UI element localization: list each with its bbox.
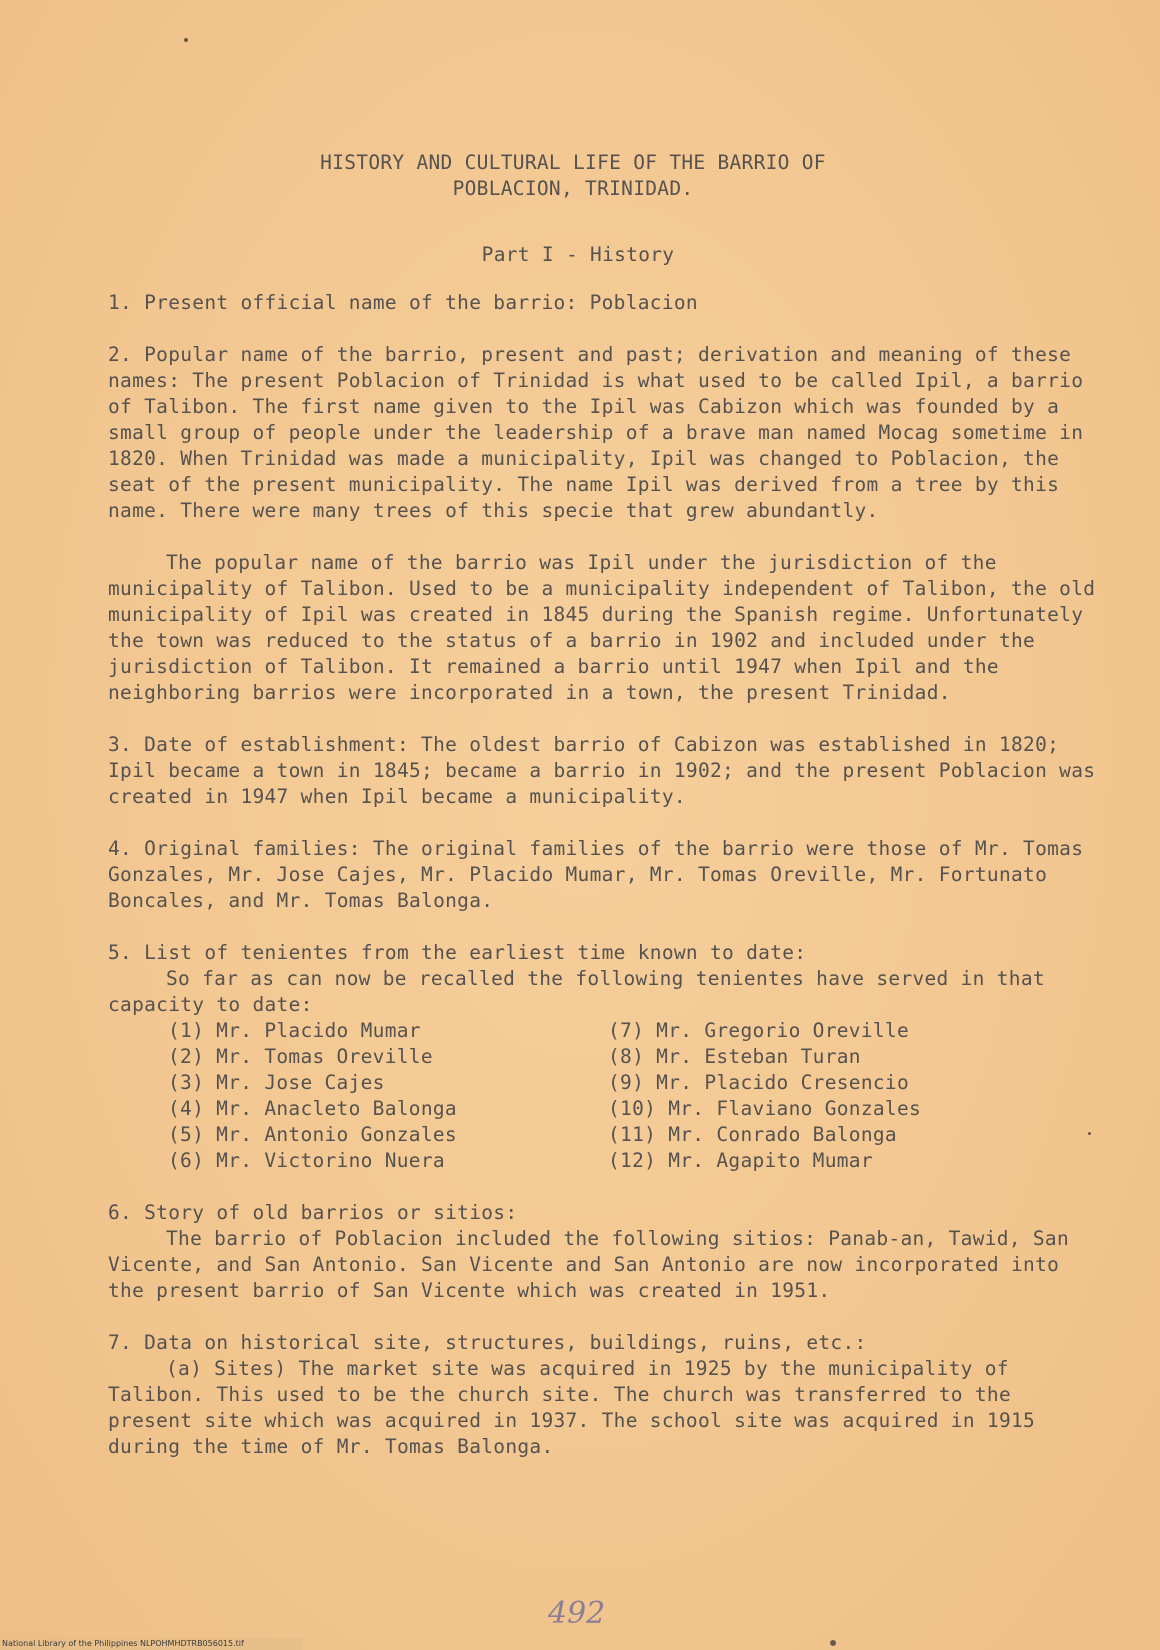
teniente-entry: (4) Mr. Anacleto Balonga xyxy=(168,1097,457,1120)
speck xyxy=(184,38,188,42)
teniente-entry: (12) Mr. Agapito Mumar xyxy=(608,1149,873,1172)
teniente-entry: (9) Mr. Placido Cresencio xyxy=(608,1071,909,1094)
teniente-entry: (2) Mr. Tomas Oreville xyxy=(168,1045,433,1068)
tenientes-list xyxy=(108,1018,1098,1174)
teniente-entry: (5) Mr. Antonio Gonzales xyxy=(168,1123,457,1146)
item-6-body: The barrio of Poblacion included the following sitios: Panab-an, Tawid, San Vicente, and San Antonio. San Vicente and San Antonio are now incorporated into the present barrio of San Vicente which was created in 1951. xyxy=(108,1227,1069,1302)
teniente-entry: (11) Mr. Conrado Balonga xyxy=(608,1123,897,1146)
part-heading: Part I - History xyxy=(481,243,675,266)
teniente-entry: (10) Mr. Flaviano Gonzales xyxy=(608,1097,922,1120)
item-7-body: (a) Sites) The market site was acquired in 1925 by the municipality of Talibon. This used to be the church site. The church was transferred to the present site which was acquired in 1937. The school site was acquired in 1915 during the time of Mr. Tomas Balonga. xyxy=(108,1357,1036,1458)
teniente-entry: (7) Mr. Gregorio Oreville xyxy=(608,1019,909,1042)
scan-footer-label: National Library of the Philippines NLPOHMHDTRB056015.tif xyxy=(0,1638,302,1650)
title-line-2: POBLACION, TRINIDAD. xyxy=(452,177,694,200)
speck xyxy=(830,1640,836,1646)
item-5-intro: So far as can now be recalled the following tenientes have served in that capacity to date: xyxy=(108,967,1045,1016)
item-2-popular-name: 2. Popular name of the barrio, present and past; derivation and meaning of these names: The present Poblacion of Trinidad is what used to be called Ipil, a barrio of Talibon. The first name given to the Ipil was Cabizon which was founded by a small group of people under the leadership of a brave man named Mocag sometime in 1820. When Trinidad was made a municipality, Ipil was changed to Poblacion, the seat of the present municipality. The name Ipil was derived from a tree by this name. There were many trees of this specie that grew abundantly. xyxy=(108,343,1084,522)
title-line-1: HISTORY AND CULTURAL LIFE OF THE BARRIO OF xyxy=(320,151,826,174)
item-3-establishment: 3. Date of establishment: The oldest barrio of Cabizon was established in 1820; Ipil became a town in 1845; became a barrio in 1902; and the present Poblacion was created in 1947 when Ipil became a municipality. xyxy=(108,733,1096,808)
item-2-continuation: The popular name of the barrio was Ipil under the jurisdiction of the municipality of Talibon. Used to be a municipality independent of Talibon, the old municipality of Ipil was created in 1845 during the Spanish regime. Unfortunately the town was reduced to the status of a barrio in 1902 and included under the jurisdiction of Talibon. It remained a barrio until 1947 when Ipil and the neighboring barrios were incorporated in a town, the present Trinidad. xyxy=(108,551,1096,704)
item-6-old-barrios xyxy=(108,1200,1098,1304)
item-4-original-families: 4. Original families: The original families of the barrio were those of Mr. Tomas Gonzales, Mr. Jose Cajes, Mr. Placido Mumar, Mr. Tomas Oreville, Mr. Fortunato Boncales, and Mr. Tomas Balonga. xyxy=(108,837,1084,912)
teniente-entry: (1) Mr. Placido Mumar xyxy=(168,1019,421,1042)
item-7-heading: 7. Data on historical site, structures, buildings, ruins, etc.: xyxy=(108,1331,867,1354)
item-5-heading: 5. List of tenientes from the earliest time known to date: xyxy=(108,941,807,964)
teniente-entry: (3) Mr. Jose Cajes xyxy=(168,1071,385,1094)
item-5-tenientes xyxy=(108,940,1098,1174)
item-6-heading: 6. Story of old barrios or sitios: xyxy=(108,1201,518,1224)
teniente-entry: (6) Mr. Victorino Nuera xyxy=(168,1149,445,1172)
item-1-official-name: 1. Present official name of the barrio: Poblacion xyxy=(108,291,698,314)
teniente-entry: (8) Mr. Esteban Turan xyxy=(608,1045,861,1068)
item-7-historical-sites xyxy=(108,1330,1098,1460)
document-body xyxy=(108,150,1098,1460)
document-title xyxy=(48,150,1098,202)
handwritten-page-number: 492 xyxy=(548,1596,606,1631)
